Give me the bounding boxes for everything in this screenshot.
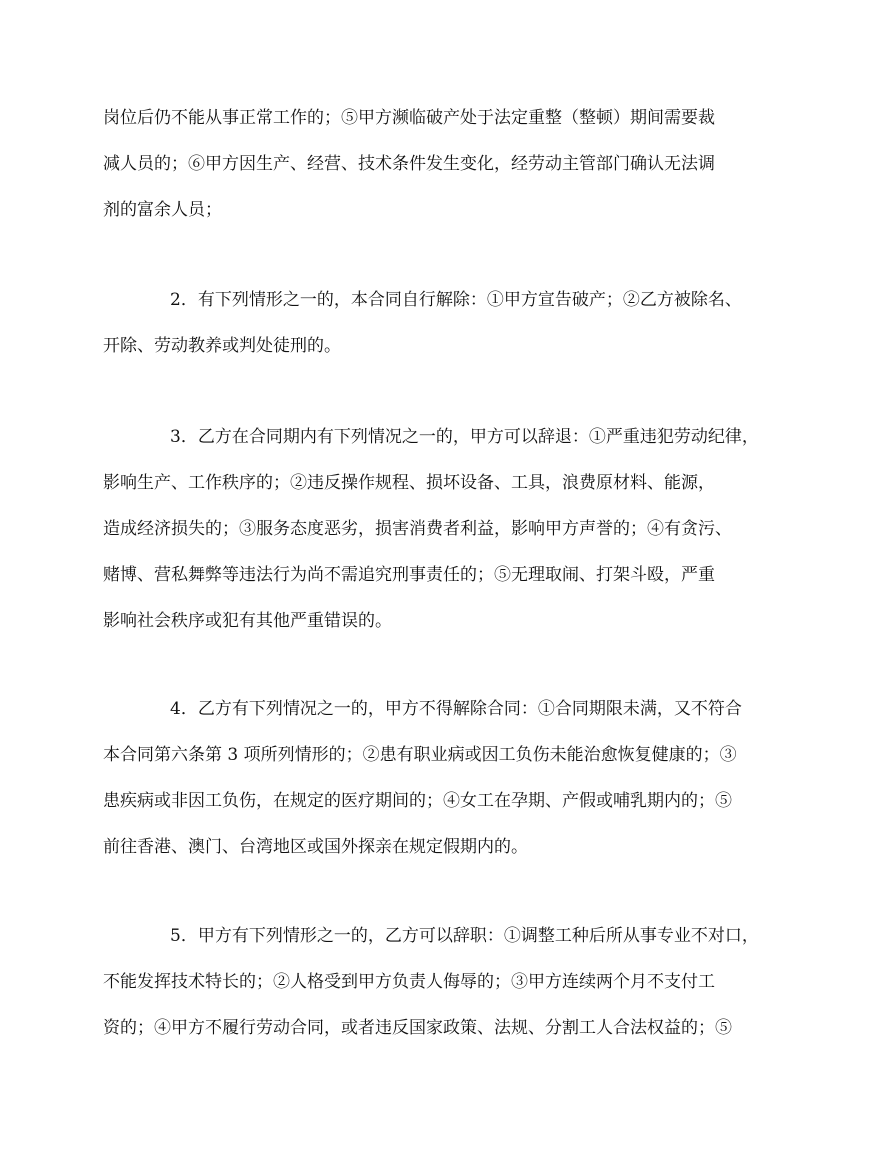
paragraph-1-line-3: 剂的富余人员； <box>103 200 222 220</box>
paragraph-1-line-2: 减人员的；⑥甲方因生产、经营、技术条件发生变化，经劳动主管部门确认无法调 <box>103 154 715 174</box>
paragraph-2-line-2: 开除、劳动教养或判处徒刑的。 <box>103 336 341 356</box>
paragraph-4-line-2: 本合同第六条第 3 项所列情形的；②患有职业病或因工负伤未能治愈恢复健康的；③ <box>103 745 737 765</box>
paragraph-4-line-1: 4．乙方有下列情况之一的，甲方不得解除合同：①合同期限未满，又不符合 <box>170 699 742 719</box>
paragraph-5-line-2: 不能发挥技术特长的；②人格受到甲方负责人侮辱的；③甲方连续两个月不支付工 <box>103 972 715 992</box>
paragraph-4-line-4: 前往香港、澳门、台湾地区或国外探亲在规定假期内的。 <box>103 837 528 857</box>
paragraph-3-line-4: 赌博、营私舞弊等违法行为尚不需追究刑事责任的；⑤无理取闹、打架斗殴，严重 <box>103 565 715 585</box>
paragraph-5-line-3: 资的；④甲方不履行劳动合同，或者违反国家政策、法规、分割工人合法权益的；⑤ <box>103 1018 732 1038</box>
paragraph-4-line-3: 患疾病或非因工负伤，在规定的医疗期间的；④女工在孕期、产假或哺乳期内的；⑤ <box>103 791 732 811</box>
paragraph-1-line-1: 岗位后仍不能从事正常工作的；⑤甲方濒临破产处于法定重整（整顿）期间需要裁 <box>103 108 715 128</box>
paragraph-2-line-1: 2．有下列情形之一的，本合同自行解除：①甲方宣告破产；②乙方被除名、 <box>170 290 742 310</box>
paragraph-3-line-1: 3．乙方在合同期内有下列情况之一的，甲方可以辞退：①严重违犯劳动纪律， <box>170 427 759 447</box>
paragraph-5-line-1: 5．甲方有下列情形之一的，乙方可以辞职：①调整工种后所从事专业不对口， <box>170 926 759 946</box>
paragraph-3-line-2: 影响生产、工作秩序的；②违反操作规程、损坏设备、工具，浪费原材料、能源， <box>103 473 715 493</box>
paragraph-3-line-3: 造成经济损失的；③服务态度恶劣，损害消费者利益，影响甲方声誉的；④有贪污、 <box>103 519 732 539</box>
paragraph-3-line-5: 影响社会秩序或犯有其他严重错误的。 <box>103 611 392 631</box>
